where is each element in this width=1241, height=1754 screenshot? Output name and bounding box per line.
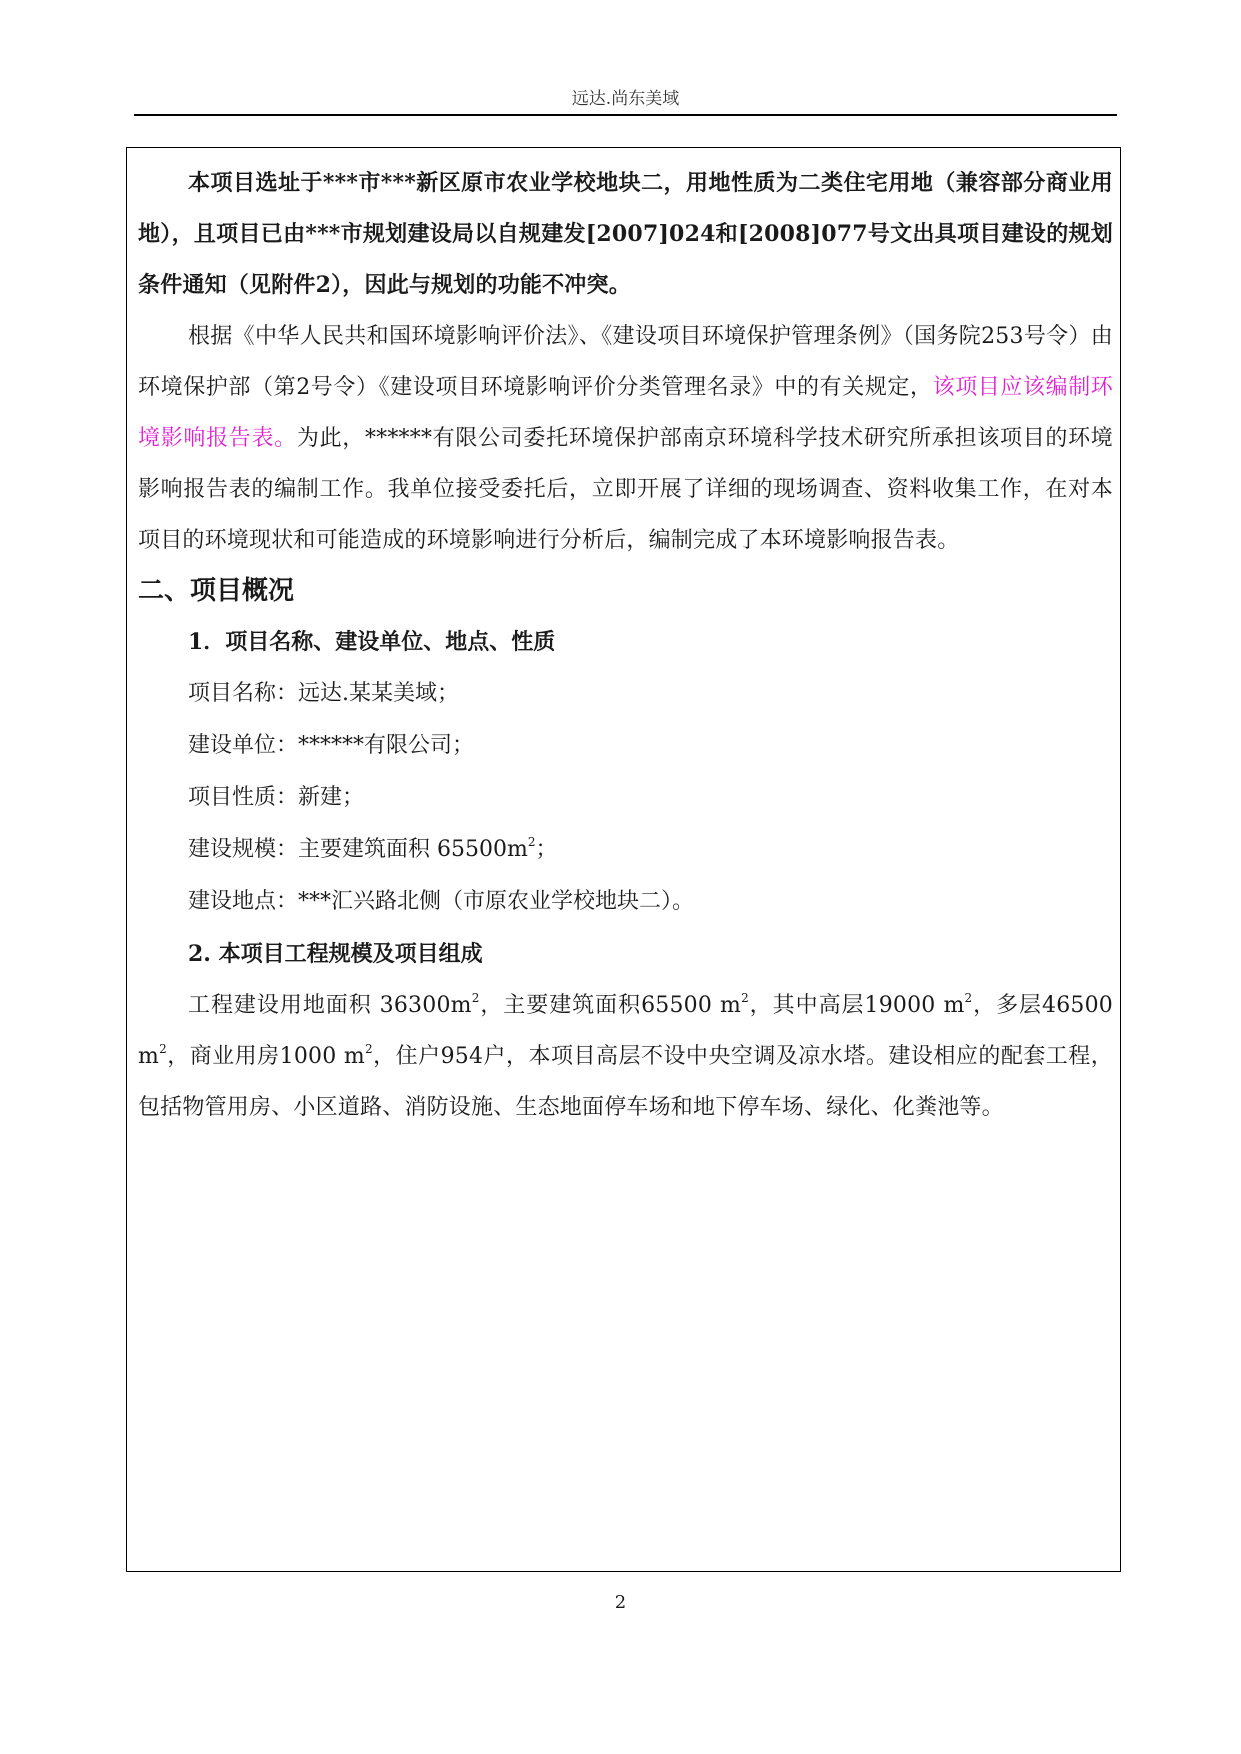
highlighted-requirement: 该项目应该编制环境影响报告表。 — [138, 375, 1113, 451]
subsection-heading-2: 2. 本项目工程规模及项目组成 — [188, 941, 483, 967]
scale-t2: ，主要建筑面积65500 m — [479, 993, 742, 1018]
scale-t6: ，住户954户，本项目高层不设中央空调及凉水塔。建设相应的配套工程，包括物管用房、小区道路、消防设施、生态地面停车场和地下停车场、绿化、化粪池等。 — [138, 1044, 1113, 1120]
sup-3: 2 — [964, 990, 973, 1005]
scale-paragraph — [138, 980, 1113, 1133]
project-nature: 项目性质：新建； — [188, 785, 365, 810]
sup-4: 2 — [159, 1041, 167, 1056]
header-rule — [134, 114, 1117, 116]
sup-2: 2 — [741, 990, 749, 1005]
scale-t3: ，其中高层19000 m — [748, 993, 965, 1018]
sup-1: 2 — [471, 990, 480, 1005]
site-paragraph: 本项目选址于***市***新区原市农业学校地块二，用地性质为二类住宅用地（兼容部分商业用地），且项目已由***市规划建设局以自规建发[2007]024和[2008]077号文出具项目建设的规划条件通知（见附件2），因此与规划的功能不冲突。 — [138, 170, 1113, 298]
scale-t1: 工程建设用地面积 36300m — [188, 993, 472, 1018]
scale-end: ； — [535, 837, 558, 862]
basis-text-b: 为此，******有限公司委托环境保护部南京环境科学技术研究所承担该项目的环境影响报告表的编制工作。我单位接受委托后，立即开展了详细的现场调查、资料收集工作，在对本项目的环境现状和可能造成的环境影响进行分析后，编制完成了本环境影响报告表。 — [138, 426, 1113, 553]
basis-paragraph — [138, 311, 1113, 566]
subsection-heading-1: 1．项目名称、建设单位、地点、性质 — [188, 629, 556, 655]
scale-t4: ，多层46500 m — [138, 993, 1113, 1069]
construction-scale — [138, 824, 1113, 876]
document-body — [138, 158, 1113, 1133]
scale-text: 建设规模：主要建筑面积 65500m — [188, 837, 528, 862]
scale-t5: ，商业用房1000 m — [166, 1044, 365, 1069]
construction-location: 建设地点：***汇兴路北侧（市原农业学校地块二）。 — [188, 889, 695, 914]
project-name: 项目名称：远达.某某美域； — [188, 681, 459, 706]
basis-text-a: 根据《中华人民共和国环境影响评价法》、《建设项目环境保护管理条例》（国务院253号令）由环境保护部（第2号令）《建设项目环境影响评价分类管理名录》中的有关规定， — [138, 324, 1113, 400]
construction-unit: 建设单位：******有限公司； — [188, 733, 475, 758]
page-number: 2 — [614, 1592, 627, 1613]
page-header: 远达.尚东美域 — [571, 89, 680, 109]
scale-sup: 2 — [527, 834, 536, 849]
sup-5: 2 — [365, 1041, 373, 1056]
section-heading: 二、项目概况 — [138, 576, 295, 606]
